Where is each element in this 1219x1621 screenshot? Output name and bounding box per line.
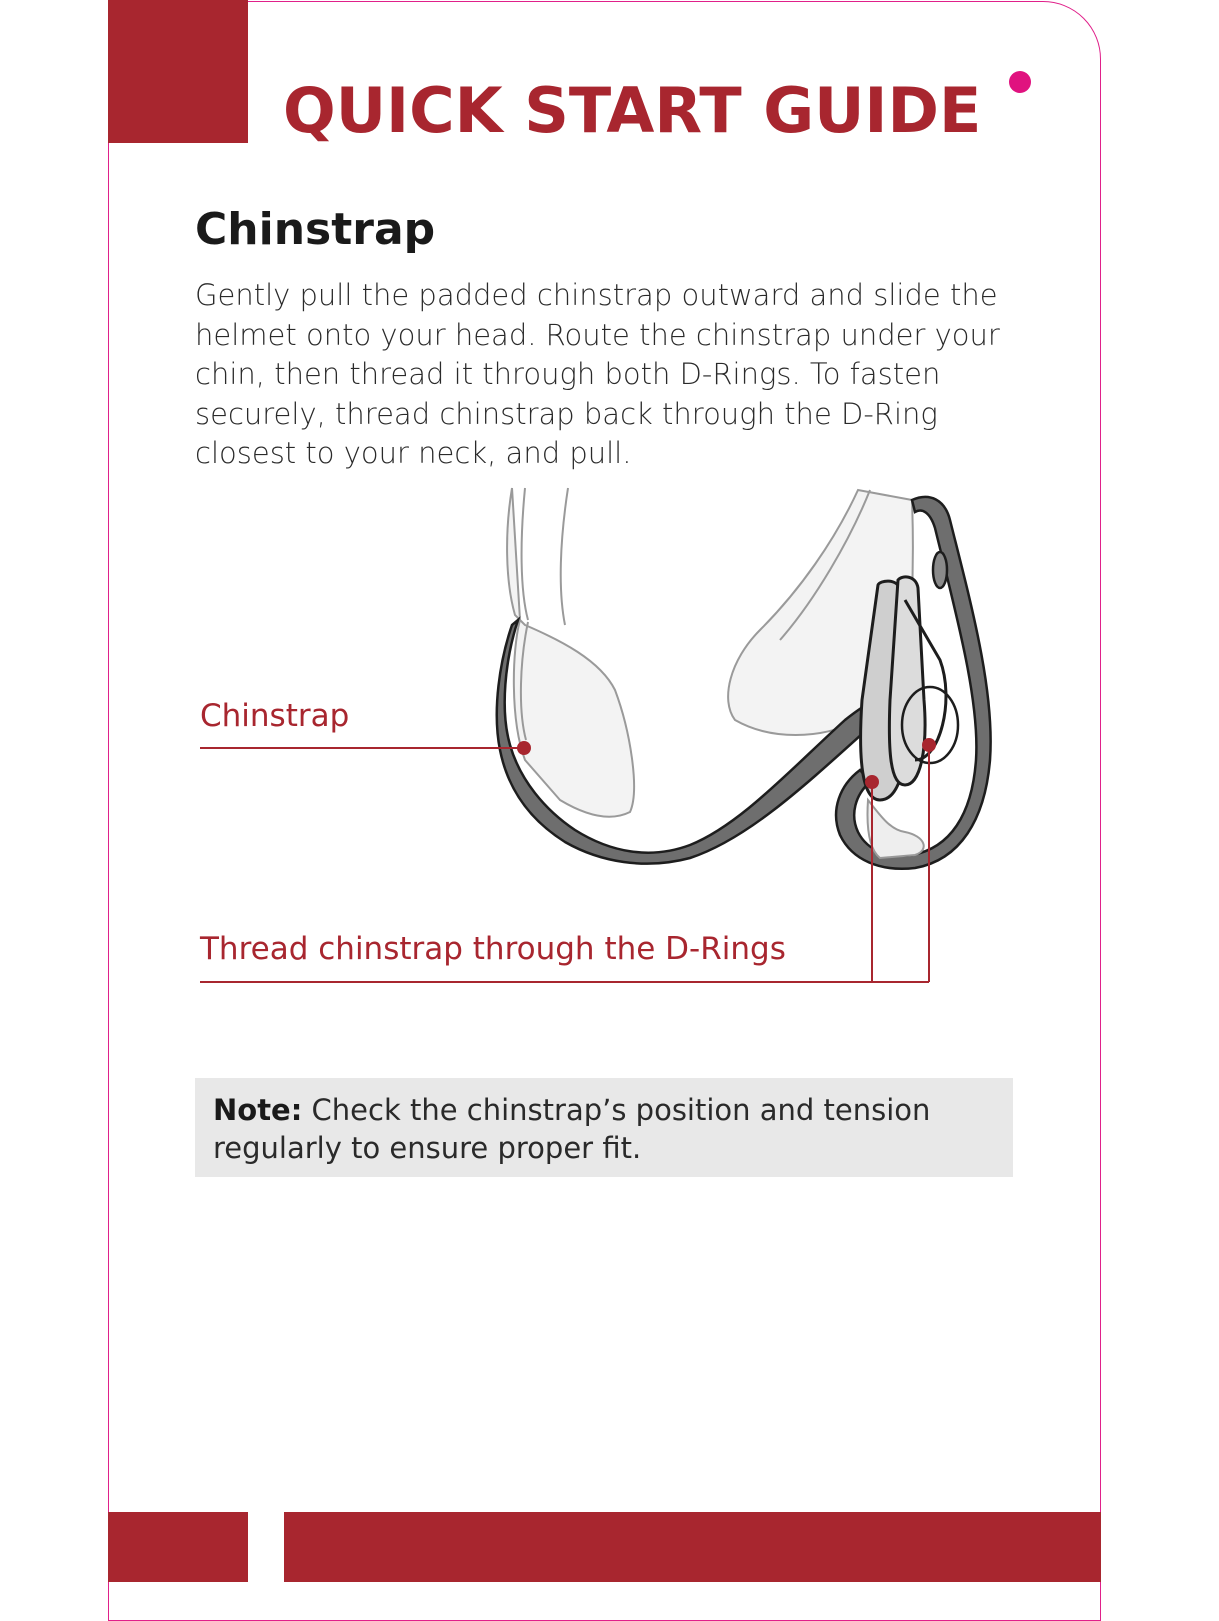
registration-dot (1009, 71, 1031, 93)
header-color-block (108, 0, 248, 143)
chinstrap-marker-dot (517, 741, 531, 755)
d-ring-marker-dot-1 (865, 775, 879, 789)
footer-block-right (284, 1512, 1101, 1582)
callout-thread-d-rings: Thread chinstrap through the D-Rings (200, 931, 786, 967)
d-rings (861, 577, 958, 800)
note-box (195, 1078, 1013, 1177)
section-heading: Chinstrap (195, 204, 436, 255)
d-ring-marker-dot-2 (922, 738, 936, 752)
note-text: Check the chinstrap’s position and tension regularly to ensure proper fit. (213, 1093, 931, 1165)
chinstrap-illustration (190, 480, 1020, 1000)
page-title: QUICK START GUIDE (283, 74, 982, 147)
footer-block-left (108, 1512, 248, 1582)
note-label: Note: (213, 1093, 303, 1127)
chin-piece (868, 800, 924, 858)
callout-chinstrap: Chinstrap (200, 698, 350, 734)
instructions-paragraph: Gently pull the padded chinstrap outward and slide the helmet onto your head. Route the chinstrap under your chin, then thread it through both D-Rings. To fasten securely, thread chinstrap back through the D-Ring closest to your neck, and pull. (195, 278, 1000, 471)
helmet-left-pad (507, 488, 634, 817)
